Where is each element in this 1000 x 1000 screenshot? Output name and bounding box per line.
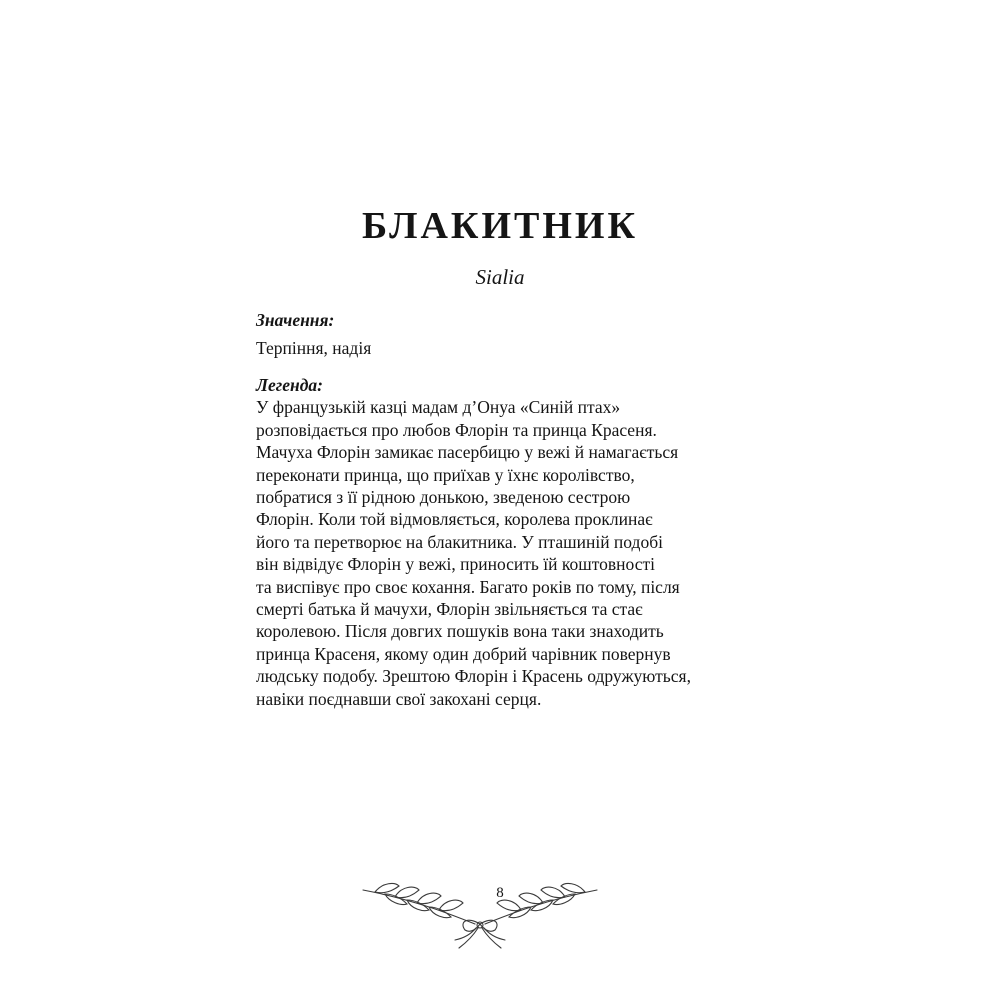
legend-line: він відвідує Флорін у вежі, приносить їй коштовності (256, 554, 655, 575)
legend-line: навіки поєднавши свої закохані серця. (256, 688, 542, 709)
legend-label: Легенда: (256, 375, 323, 395)
legend-line: Флорін. Коли той відмовляється, королева проклинає (256, 509, 653, 530)
legend-line: смерті батька й мачухи, Флорін звільняється та стає (256, 599, 643, 620)
latin-name: Sialia (475, 265, 525, 289)
legend-line: принца Красеня, якому один добрий чарівник повернув (256, 643, 671, 664)
legend-line: переконати принца, що приїхав у їхнє королівство, (256, 464, 635, 485)
page-title: БЛАКИТНИК (361, 205, 639, 247)
meaning-section (256, 309, 726, 360)
legend-section (256, 374, 726, 710)
legend-line: побратися з її рідною донькою, зведеною сестрою (256, 487, 631, 508)
legend-line: розповідається про любов Флорін та принца Красеня. (256, 419, 657, 440)
meaning-label: Значення: (256, 310, 335, 330)
legend-line: людську подобу. Зрештою Флорін і Красень одружуються, (256, 666, 691, 687)
legend-line: його та перетворює на блакитника. У пташиній подобі (256, 531, 663, 552)
legend-line: Мачуха Флорін замикає пасербицю у вежі й намагається (256, 442, 679, 463)
legend-line: та виспівує про своє кохання. Багато років по тому, після (256, 576, 680, 597)
page-number: 8 (496, 885, 504, 901)
legend-text (256, 396, 726, 710)
legend-line: королевою. Після довгих пошуків вона таки знаходить (256, 621, 664, 642)
meaning-text: Терпіння, надія (256, 338, 372, 359)
legend-line: У французькій казці мадам д’Онуа «Синій птах» (256, 397, 621, 418)
